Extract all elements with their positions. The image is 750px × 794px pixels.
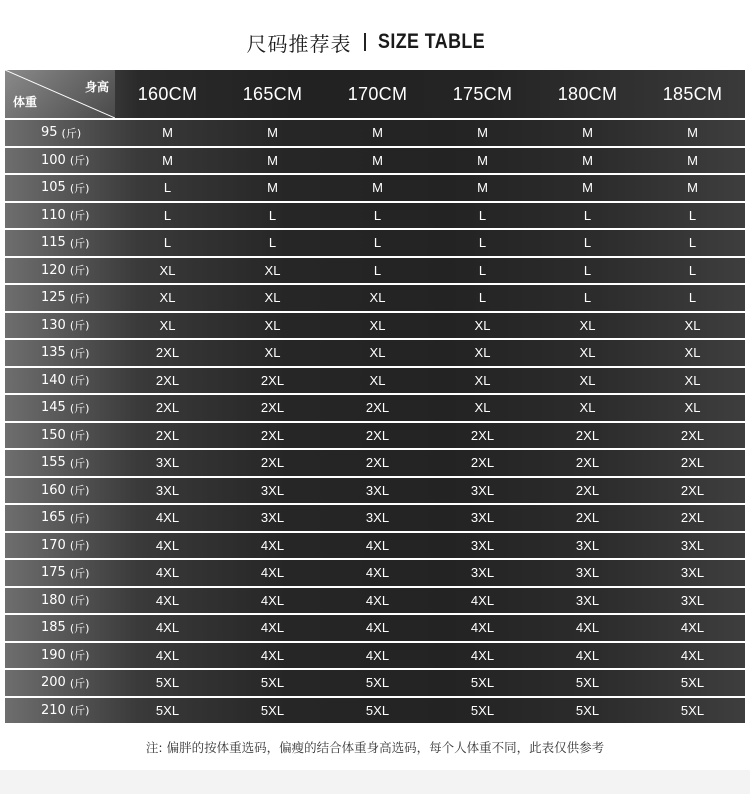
size-cell: M bbox=[687, 152, 698, 168]
size-cell: M bbox=[477, 152, 488, 168]
weight-cell bbox=[5, 698, 115, 724]
size-cell: 3XL bbox=[155, 455, 180, 471]
size-cell: 4XL bbox=[470, 620, 495, 636]
size-cell: M bbox=[582, 180, 593, 196]
weight-cell bbox=[5, 505, 115, 531]
header-height-2: 170CM bbox=[347, 83, 408, 104]
weight-cell bbox=[5, 395, 115, 421]
weight-value: 145 bbox=[41, 400, 66, 416]
weight-unit: (斤) bbox=[69, 676, 90, 690]
size-cell: 2XL bbox=[680, 455, 705, 471]
size-cell: XL bbox=[159, 262, 176, 278]
weight-cell bbox=[5, 175, 115, 201]
weight-cell bbox=[5, 203, 115, 229]
title-separator bbox=[364, 33, 366, 51]
footnote: 注: 偏胖的按体重选码，偏瘦的结合体重身高选码，每个人体重不同，此表仅供参考 bbox=[145, 740, 605, 755]
size-cell: XL bbox=[264, 290, 281, 306]
size-cell: XL bbox=[684, 317, 701, 333]
table-row bbox=[5, 285, 745, 311]
weight-unit: (斤) bbox=[69, 291, 90, 305]
weight-unit: (斤) bbox=[69, 621, 90, 635]
size-cell: 2XL bbox=[575, 455, 600, 471]
weight-unit: (斤) bbox=[69, 154, 90, 168]
size-cell: L bbox=[583, 262, 592, 278]
size-cell: 2XL bbox=[155, 345, 180, 361]
size-cell: M bbox=[162, 125, 173, 141]
size-cell: 2XL bbox=[470, 427, 495, 443]
table-row bbox=[5, 560, 745, 586]
size-cell: 2XL bbox=[155, 372, 180, 388]
size-cell: 5XL bbox=[680, 702, 705, 718]
table-row bbox=[5, 395, 745, 421]
weight-unit: (斤) bbox=[69, 566, 90, 580]
size-cell: L bbox=[373, 207, 382, 223]
size-cell: XL bbox=[579, 317, 596, 333]
table-row bbox=[5, 258, 745, 284]
size-cell: L bbox=[688, 235, 697, 251]
weight-cell bbox=[5, 148, 115, 174]
table-row bbox=[5, 340, 745, 366]
table-row bbox=[5, 120, 745, 146]
size-cell: M bbox=[582, 125, 593, 141]
size-cell: XL bbox=[264, 345, 281, 361]
size-cell: XL bbox=[159, 317, 176, 333]
weight-value: 190 bbox=[41, 647, 66, 663]
header-height-4: 180CM bbox=[557, 83, 618, 104]
size-cell: 4XL bbox=[155, 510, 180, 526]
table-row bbox=[5, 313, 745, 339]
size-cell: XL bbox=[474, 400, 491, 416]
size-cell: XL bbox=[579, 345, 596, 361]
size-cell: 4XL bbox=[260, 592, 285, 608]
size-cell: 4XL bbox=[365, 647, 390, 663]
weight-cell bbox=[5, 230, 115, 256]
size-cell: 4XL bbox=[155, 592, 180, 608]
weight-value: 130 bbox=[41, 317, 66, 333]
size-cell: XL bbox=[684, 400, 701, 416]
size-cell: 3XL bbox=[470, 537, 495, 553]
weight-unit: (斤) bbox=[69, 594, 90, 608]
size-cell: 2XL bbox=[680, 510, 705, 526]
size-cell: M bbox=[687, 180, 698, 196]
size-cell: 2XL bbox=[575, 427, 600, 443]
size-cell: L bbox=[688, 207, 697, 223]
page-title bbox=[0, 22, 750, 62]
size-cell: 4XL bbox=[260, 647, 285, 663]
size-cell: 2XL bbox=[680, 482, 705, 498]
size-cell: 4XL bbox=[470, 647, 495, 663]
weight-value: 135 bbox=[41, 345, 66, 361]
weight-unit: (斤) bbox=[69, 456, 90, 470]
weight-value: 165 bbox=[41, 510, 66, 526]
weight-cell bbox=[5, 368, 115, 394]
size-cell: 2XL bbox=[365, 400, 390, 416]
size-cell: 3XL bbox=[575, 537, 600, 553]
size-cell: 3XL bbox=[680, 537, 705, 553]
weight-value: 175 bbox=[41, 565, 66, 581]
table-row bbox=[5, 148, 745, 174]
weight-unit: (斤) bbox=[69, 209, 90, 223]
size-cell: 4XL bbox=[365, 565, 390, 581]
table-row bbox=[5, 670, 745, 696]
size-cell: L bbox=[373, 235, 382, 251]
size-cell: XL bbox=[579, 372, 596, 388]
size-cell: 4XL bbox=[155, 565, 180, 581]
table-row bbox=[5, 368, 745, 394]
size-cell: 2XL bbox=[260, 455, 285, 471]
header-height-5: 185CM bbox=[662, 83, 723, 104]
size-cell: XL bbox=[369, 372, 386, 388]
weight-value: 200 bbox=[41, 675, 66, 691]
size-cell: L bbox=[163, 180, 172, 196]
weight-cell bbox=[5, 450, 115, 476]
size-cell: 4XL bbox=[680, 647, 705, 663]
size-cell: 4XL bbox=[365, 620, 390, 636]
table-row bbox=[5, 505, 745, 531]
weight-label: 体重 bbox=[13, 95, 38, 109]
table-row bbox=[5, 423, 745, 449]
size-cell: 4XL bbox=[365, 592, 390, 608]
size-cell: 3XL bbox=[680, 565, 705, 581]
weight-value: 155 bbox=[41, 455, 66, 471]
size-cell: 2XL bbox=[575, 510, 600, 526]
size-cell: 3XL bbox=[260, 510, 285, 526]
size-cell: 3XL bbox=[155, 482, 180, 498]
weight-cell bbox=[5, 313, 115, 339]
size-cell: M bbox=[582, 152, 593, 168]
size-cell: 3XL bbox=[470, 565, 495, 581]
size-cell: L bbox=[478, 235, 487, 251]
weight-unit: (斤) bbox=[69, 511, 90, 525]
size-cell: 4XL bbox=[260, 537, 285, 553]
size-cell: 4XL bbox=[260, 620, 285, 636]
table-body bbox=[5, 120, 745, 723]
table-row bbox=[5, 533, 745, 559]
table-row bbox=[5, 615, 745, 641]
size-cell: 2XL bbox=[260, 372, 285, 388]
weight-cell bbox=[5, 285, 115, 311]
weight-value: 115 bbox=[41, 235, 66, 251]
weight-cell bbox=[5, 588, 115, 614]
weight-unit: (斤) bbox=[69, 539, 90, 553]
size-cell: 5XL bbox=[470, 702, 495, 718]
size-cell: 3XL bbox=[260, 482, 285, 498]
size-cell: 2XL bbox=[365, 455, 390, 471]
size-cell: 5XL bbox=[575, 675, 600, 691]
header-height-1: 165CM bbox=[242, 83, 303, 104]
size-cell: L bbox=[478, 262, 487, 278]
size-cell: XL bbox=[264, 262, 281, 278]
weight-unit: (斤) bbox=[69, 401, 90, 415]
size-cell: L bbox=[163, 235, 172, 251]
size-cell: 4XL bbox=[260, 565, 285, 581]
table-header bbox=[5, 70, 745, 118]
weight-value: 150 bbox=[41, 427, 66, 443]
weight-cell bbox=[5, 615, 115, 641]
table-row bbox=[5, 175, 745, 201]
size-cell: XL bbox=[369, 290, 386, 306]
size-cell: L bbox=[688, 262, 697, 278]
weight-value: 140 bbox=[41, 372, 66, 388]
table-row bbox=[5, 230, 745, 256]
size-cell: 2XL bbox=[155, 400, 180, 416]
size-cell: XL bbox=[474, 317, 491, 333]
size-cell: 4XL bbox=[680, 620, 705, 636]
size-cell: M bbox=[267, 125, 278, 141]
size-cell: 5XL bbox=[155, 675, 180, 691]
weight-cell bbox=[5, 423, 115, 449]
weight-cell bbox=[5, 670, 115, 696]
size-cell: M bbox=[267, 152, 278, 168]
size-cell: 4XL bbox=[155, 620, 180, 636]
weight-unit: (斤) bbox=[69, 649, 90, 663]
weight-value: 170 bbox=[41, 537, 66, 553]
size-cell: 2XL bbox=[260, 400, 285, 416]
size-cell: 4XL bbox=[155, 647, 180, 663]
title-en: SIZE TABLE bbox=[377, 30, 485, 53]
size-cell: 3XL bbox=[680, 592, 705, 608]
size-cell: M bbox=[162, 152, 173, 168]
size-cell: L bbox=[163, 207, 172, 223]
size-cell: L bbox=[268, 207, 277, 223]
size-cell: M bbox=[372, 125, 383, 141]
size-cell: XL bbox=[684, 345, 701, 361]
weight-cell bbox=[5, 258, 115, 284]
weight-value: 160 bbox=[41, 482, 66, 498]
size-cell: XL bbox=[159, 290, 176, 306]
size-cell: 5XL bbox=[155, 702, 180, 718]
size-cell: M bbox=[372, 180, 383, 196]
size-cell: 3XL bbox=[470, 482, 495, 498]
weight-unit: (斤) bbox=[69, 429, 90, 443]
size-cell: XL bbox=[474, 345, 491, 361]
size-cell: 2XL bbox=[365, 427, 390, 443]
table-row bbox=[5, 450, 745, 476]
weight-value: 100 bbox=[41, 152, 66, 168]
weight-value: 95 bbox=[41, 125, 58, 141]
size-cell: XL bbox=[369, 345, 386, 361]
size-cell: 4XL bbox=[155, 537, 180, 553]
size-cell: 2XL bbox=[260, 427, 285, 443]
size-cell: L bbox=[478, 290, 487, 306]
size-cell: L bbox=[268, 235, 277, 251]
size-cell: 4XL bbox=[365, 537, 390, 553]
weight-unit: (斤) bbox=[69, 264, 90, 278]
weight-value: 185 bbox=[41, 620, 66, 636]
weight-unit: (斤) bbox=[69, 319, 90, 333]
size-cell: L bbox=[583, 207, 592, 223]
size-cell: 5XL bbox=[575, 702, 600, 718]
size-cell: M bbox=[687, 125, 698, 141]
header-corner bbox=[5, 70, 115, 118]
weight-cell bbox=[5, 560, 115, 586]
size-table bbox=[5, 70, 745, 723]
table-row bbox=[5, 698, 745, 724]
weight-value: 180 bbox=[41, 592, 66, 608]
size-cell: 5XL bbox=[365, 675, 390, 691]
weight-value: 110 bbox=[41, 207, 66, 223]
weight-value: 125 bbox=[41, 290, 66, 306]
size-cell: 5XL bbox=[260, 675, 285, 691]
size-cell: L bbox=[478, 207, 487, 223]
weight-unit: (斤) bbox=[69, 484, 90, 498]
weight-value: 105 bbox=[41, 180, 66, 196]
header-height-3: 175CM bbox=[452, 83, 513, 104]
weight-unit: (斤) bbox=[69, 236, 90, 250]
size-cell: M bbox=[267, 180, 278, 196]
size-cell: 4XL bbox=[575, 647, 600, 663]
size-cell: XL bbox=[264, 317, 281, 333]
size-cell: 3XL bbox=[365, 510, 390, 526]
weight-cell bbox=[5, 533, 115, 559]
size-cell: M bbox=[477, 125, 488, 141]
size-cell: 3XL bbox=[575, 565, 600, 581]
size-cell: 4XL bbox=[575, 620, 600, 636]
size-cell: 5XL bbox=[680, 675, 705, 691]
weight-cell bbox=[5, 478, 115, 504]
table-row bbox=[5, 203, 745, 229]
size-cell: M bbox=[477, 180, 488, 196]
weight-value: 120 bbox=[41, 262, 66, 278]
weight-value: 210 bbox=[41, 702, 66, 718]
size-cell: M bbox=[372, 152, 383, 168]
weight-cell bbox=[5, 120, 115, 146]
size-cell: 3XL bbox=[365, 482, 390, 498]
size-cell: 2XL bbox=[470, 455, 495, 471]
weight-cell bbox=[5, 340, 115, 366]
weight-unit: (斤) bbox=[69, 181, 90, 195]
table-row bbox=[5, 478, 745, 504]
header-height-0: 160CM bbox=[137, 83, 198, 104]
weight-cell bbox=[5, 643, 115, 669]
size-cell: 3XL bbox=[470, 510, 495, 526]
size-cell: 5XL bbox=[260, 702, 285, 718]
weight-unit: (斤) bbox=[69, 374, 90, 388]
table-row bbox=[5, 643, 745, 669]
size-cell: 5XL bbox=[365, 702, 390, 718]
bottom-bar bbox=[0, 770, 750, 794]
size-cell: 2XL bbox=[680, 427, 705, 443]
size-cell: 4XL bbox=[470, 592, 495, 608]
height-label: 身高 bbox=[84, 80, 109, 94]
table-row bbox=[5, 588, 745, 614]
size-cell: 2XL bbox=[575, 482, 600, 498]
size-cell: L bbox=[583, 290, 592, 306]
size-cell: L bbox=[373, 262, 382, 278]
size-cell: 3XL bbox=[575, 592, 600, 608]
size-cell: L bbox=[583, 235, 592, 251]
weight-unit: (斤) bbox=[61, 126, 82, 140]
title-cn: 尺码推荐表 bbox=[246, 31, 352, 56]
size-cell: L bbox=[688, 290, 697, 306]
size-cell: XL bbox=[474, 372, 491, 388]
size-cell: XL bbox=[684, 372, 701, 388]
weight-unit: (斤) bbox=[69, 704, 90, 718]
weight-unit: (斤) bbox=[69, 346, 90, 360]
size-cell: 5XL bbox=[470, 675, 495, 691]
size-cell: XL bbox=[369, 317, 386, 333]
size-cell: 2XL bbox=[155, 427, 180, 443]
size-cell: XL bbox=[579, 400, 596, 416]
